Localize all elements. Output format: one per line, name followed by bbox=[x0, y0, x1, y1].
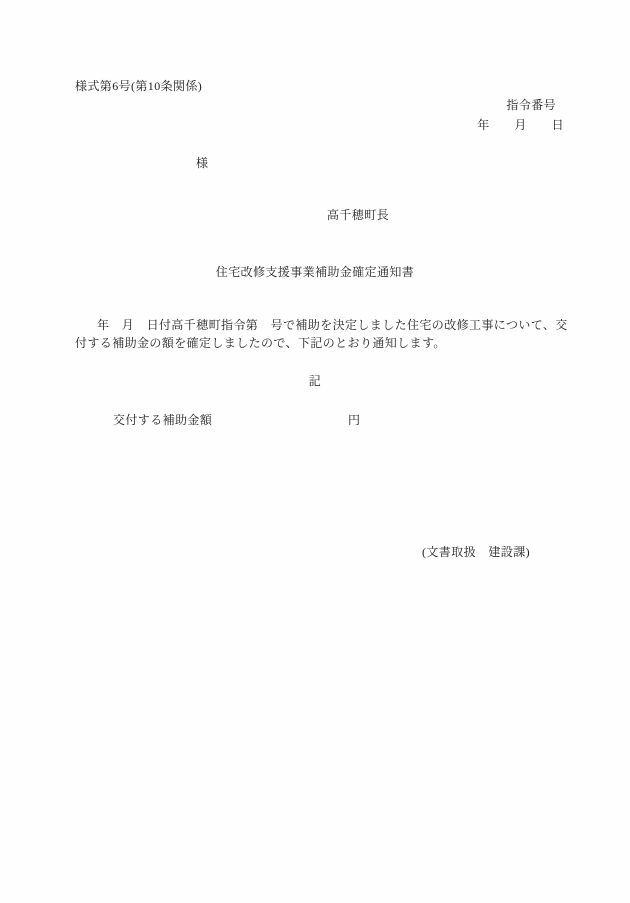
document-title: 住宅改修支援事業補助金確定通知書 bbox=[215, 265, 415, 279]
body-paragraph-line1: 年 月 日付高千穂町指令第 号で補助を決定しました住宅の改修工事について、交 bbox=[97, 318, 568, 332]
subsidy-amount-label: 交付する補助金額 bbox=[113, 413, 213, 427]
document-handler-note: (文書取扱 建設課) bbox=[422, 545, 530, 559]
addressee-honorific: 様 bbox=[196, 156, 209, 170]
sender-title: 高千穂町長 bbox=[327, 208, 390, 222]
subsidy-unit-yen: 円 bbox=[348, 413, 361, 427]
record-marker: 記 bbox=[308, 374, 322, 388]
issue-date-placeholder: 年 月 日 bbox=[477, 118, 564, 132]
directive-number-label: 指令番号 bbox=[506, 98, 556, 112]
form-number: 様式第6号(第10条関係) bbox=[75, 79, 203, 93]
body-paragraph-line2: 付する補助金の額を確定しましたので、下記のとおり通知します。 bbox=[75, 336, 446, 350]
